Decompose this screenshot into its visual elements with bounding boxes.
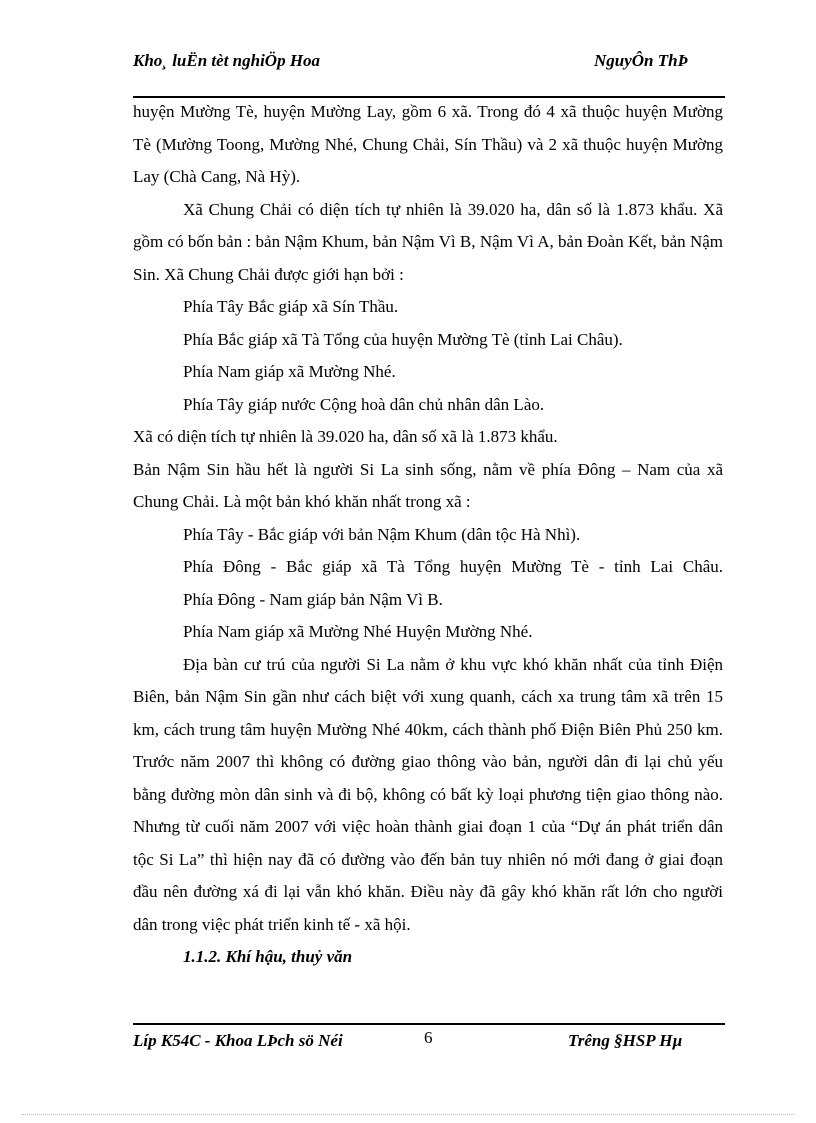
boundary-west: Phía Tây giáp nước Cộng hoà dân chủ nhân dân Lào. xyxy=(183,394,545,414)
section-heading: 1.1.2. Khí hậu, thuỷ văn xyxy=(183,947,353,966)
page-number: 6 xyxy=(424,1028,433,1047)
header-right-text: NguyÔn ThÞ xyxy=(594,51,688,70)
boundary-south: Phía Nam giáp xã Mường Nhé. xyxy=(183,362,396,381)
paragraph-chung-chai: Xã Chung Chải có diện tích tự nhiên là 39.020 ha, dân số là 1.873 khẩu. Xã gồm có bốn bản : bản Nậm Khum, bản Nậm Vì B, Nậm Vì A, bản Đoàn Kết, bản Nậm Sin. Xã Chung Chải được giới hạn bởi : xyxy=(133,199,723,284)
footer-left-text: Líp K54C - Khoa LÞch sö Néi xyxy=(133,1031,343,1050)
nam-sin-boundary-southeast: Phía Đông - Nam giáp bản Nậm Vì B. xyxy=(183,589,443,609)
nam-sin-boundary-northwest: Phía Tây - Bắc giáp với bản Nậm Khum (dân tộc Hà Nhì). xyxy=(183,524,581,544)
paragraph-area: Xã có diện tích tự nhiên là 39.020 ha, dân số xã là 1.873 khẩu. xyxy=(133,427,558,446)
header-left-text: Kho¸ luËn tèt nghiÖp Hoa xyxy=(133,51,321,70)
paragraph-nam-sin: Bản Nậm Sin hầu hết là người Si La sinh sống, nằm về phía Đông – Nam của xã Chung Chải. Là một bản khó khăn nhất trong xã : xyxy=(133,459,723,511)
boundary-northwest: Phía Tây Bắc giáp xã Sín Thầu. xyxy=(183,297,399,316)
boundary-north: Phía Bắc giáp xã Tà Tổng của huyện Mường Tè (tỉnh Lai Châu). xyxy=(183,329,623,349)
paragraph-residence: Địa bàn cư trú của người Si La nằm ở khu vực khó khăn nhất của tỉnh Điện Biên, bản Nậm Sin gần như cách biệt với xung quanh, cách xa trung tâm xã trên 15 km, cách trung tâm huyện Mường Nhé 40km, cách thành phố Điện Biên Phủ 250 km. Trước năm 2007 thì không có đường giao thông vào bản, người dân đi lại chủ yếu bằng đường mòn dân sinh và đi bộ, không có bất kỳ loại phương tiện giao thông nào. Nhưng từ cuối năm 2007 với việc hoàn thành giai đoạn 1 của “Dự án phát triển dân tộc Si La” thì hiện nay đã có đường vào đến bản tuy nhiên nó mới đang ở giai đoạn đầu nên đường xá đi lại vẫn khó khăn. Điều này đã gây khó khăn rất lớn cho người dân trong việc phát triển kinh tế - xã hội. xyxy=(133,654,723,934)
footer-right-text: Trêng §HSP Hµ xyxy=(568,1031,683,1050)
page-edge-line xyxy=(22,1114,794,1115)
nam-sin-boundary-northeast: Phía Đông - Bắc giáp xã Tà Tổng huyện Mường Tè - tỉnh Lai Châu. xyxy=(183,557,723,576)
document-body xyxy=(133,96,723,974)
paragraph-continuation: huyện Mường Tè, huyện Mường Lay, gồm 6 xã. Trong đó 4 xã thuộc huyện Mường Tè (Mường Toong, Mường Nhé, Chung Chải, Sín Thầu) và 2 xã thuộc huyện Mường Lay (Chà Cang, Nà Hỳ). xyxy=(133,102,723,186)
nam-sin-boundary-south: Phía Nam giáp xã Mường Nhé Huyện Mường Nhé. xyxy=(183,622,533,641)
footer-rule xyxy=(133,1023,725,1025)
